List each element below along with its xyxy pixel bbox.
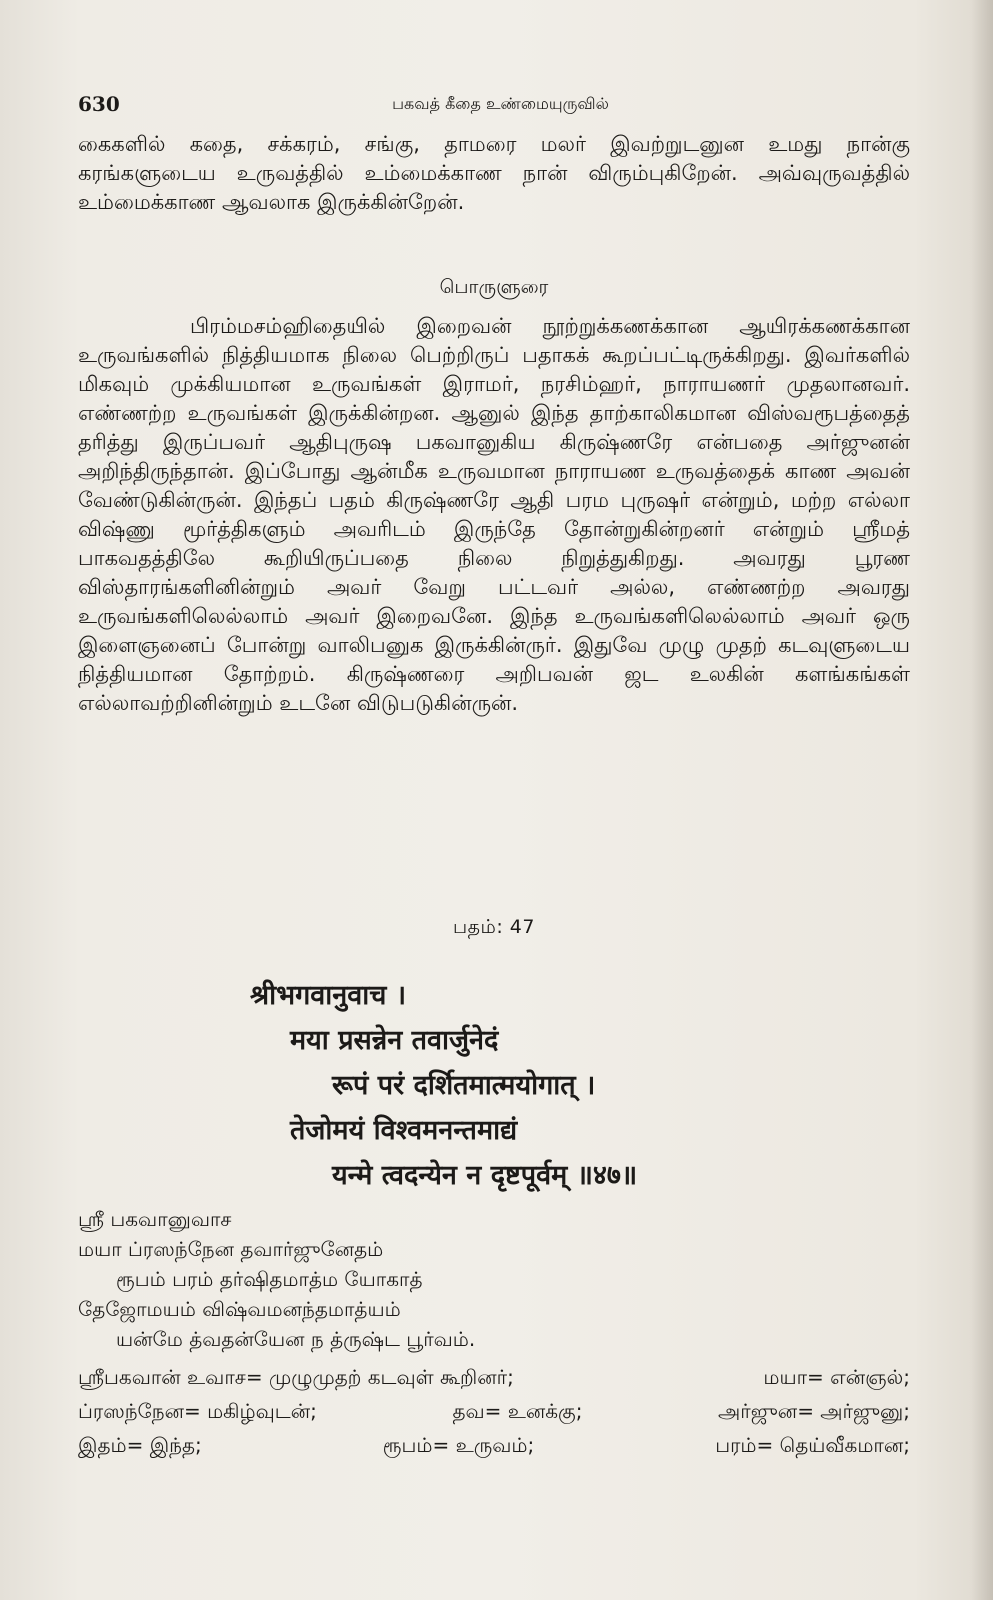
- synonym-entry: மயா= என்ஞல்;: [763, 1365, 910, 1389]
- sanskrit-line: श्रीभगवानुवाच ।: [250, 980, 407, 1011]
- sanskrit-line: यन्मे त्वदन्येन न दृष्टपूर्वम् ॥४७॥: [332, 1160, 638, 1191]
- page-edge-shadow: [971, 0, 993, 1600]
- synonym-entry: ரூபம்= உருவம்;: [382, 1433, 535, 1457]
- synonym-entry: அர்ஜுன= அர்ஜுனு;: [718, 1399, 910, 1423]
- sanskrit-line: तेजोमयं विश्वमनन्तमाद्यं: [290, 1115, 518, 1146]
- page-number: 630: [78, 92, 120, 116]
- transliteration-line: ஸ்ரீ பகவானுவாச: [78, 1207, 232, 1231]
- running-title: பகவத் கீதை உண்மையுருவில்: [392, 94, 609, 113]
- page-header: [78, 92, 923, 122]
- synonym-line: [78, 1428, 910, 1462]
- purport-heading: பொருளுரை: [439, 276, 549, 298]
- transliteration-line: ரூபம் பரம் தர்ஷிதமாத்ம யோகாத்: [116, 1267, 423, 1291]
- synonym-line: [78, 1360, 910, 1394]
- synonym-entry: பரம்= தெய்வீகமான;: [715, 1433, 910, 1457]
- transliteration-line: தேஜோமயம் விஷ்வமனந்தமாத்யம்: [78, 1297, 401, 1321]
- transliteration-line: மயா ப்ரஸந்நேன தவார்ஜுனேதம்: [78, 1237, 384, 1261]
- synonym-entry: ப்ரஸந்நேன= மகிழ்வுடன்;: [78, 1399, 317, 1423]
- sanskrit-line: रूपं परं दर्शितमात्मयोगात् ।: [332, 1070, 596, 1101]
- transliteration: [78, 1204, 910, 1354]
- verse-heading: பதம்: 47: [453, 916, 535, 938]
- sanskrit-verse: [250, 973, 637, 1198]
- verse-translation: கைகளில் கதை, சக்கரம், சங்கு, தாமரை மலர் இவற்றுடனுன உமது நான்கு கரங்களுடைய உருவத்தில் உம்மைக்காண நான் விரும்புகிறேன். அவ்வுருவத்தில் உம்மைக்காண ஆவலாக இருக்கின்றேன்.: [78, 132, 911, 214]
- synonym-entry: ஸ்ரீபகவான் உவாச= முழுமுதற் கடவுள் கூறினர்;: [78, 1365, 514, 1389]
- synonym-entry: இதம்= இந்த;: [78, 1433, 202, 1457]
- word-synonyms: [78, 1360, 910, 1462]
- synonym-entry: தவ= உனக்கு;: [452, 1399, 583, 1423]
- purport-text: பிரம்மசம்ஹிதையில் இறைவன் நூற்றுக்கணக்கான ஆயிரக்கணக்கான உருவங்களில் நித்தியமாக நிலை பெற்றிருப் பதாகக் கூறப்பட்டிருக்கிறது. இவர்களில் மிகவும் முக்கியமான உருவங்கள் இராமர், நரசிம்ஹர், நாராயணர் முதலானவர். எண்ணற்ற உருவங்கள் இருக்கின்றன. ஆனுல் இந்த தாற்காலிகமான விஸ்வரூபத்தைத் தரித்து இருப்பவர் ஆதிபுருஷ பகவானுகிய கிருஷ்ணரே என்பதை அர்ஜுனன் அறிந்திருந்தான். இப்போது ஆன்மீக உருவமான நாராயண உருவத்தைக் காண அவன் வேண்டுகின்ருன். இந்தப் பதம் கிருஷ்ணரே ஆதி பரம புருஷர் என்றும், மற்ற எல்லா விஷ்ணு மூர்த்திகளும் அவரிடம் இருந்தே தோன்றுகின்றனர் என்றும் ஸ்ரீமத் பாகவதத்திலே கூறியிருப்பதை நிலை நிறுத்துகிறது. அவரது பூரண விஸ்தாரங்களினின்றும் அவர் வேறு பட்டவர் அல்ல, எண்ணற்ற அவரது உருவங்களிலெல்லாம் அவர் இறைவனே. இந்த உருவங்களிலெல்லாம் அவர் ஒரு இளைஞனைப் போன்று வாலிபனுக இருக்கின்ருர். இதுவே முழு முதற் கடவுளுடைய நித்தியமான தோற்றம். கிருஷ்ணரை அறிபவன் ஜட உலகின் களங்கங்கள் எல்லாவற்றினின்றும் உடனே விடுபடுகின்ருன்.: [78, 314, 910, 715]
- transliteration-line: யன்மே த்வதன்யேன ந த்ருஷ்ட பூர்வம்.: [116, 1327, 476, 1351]
- sanskrit-line: मया प्रसन्नेन तवार्जुनेदं: [290, 1025, 499, 1056]
- synonym-line: [78, 1394, 910, 1428]
